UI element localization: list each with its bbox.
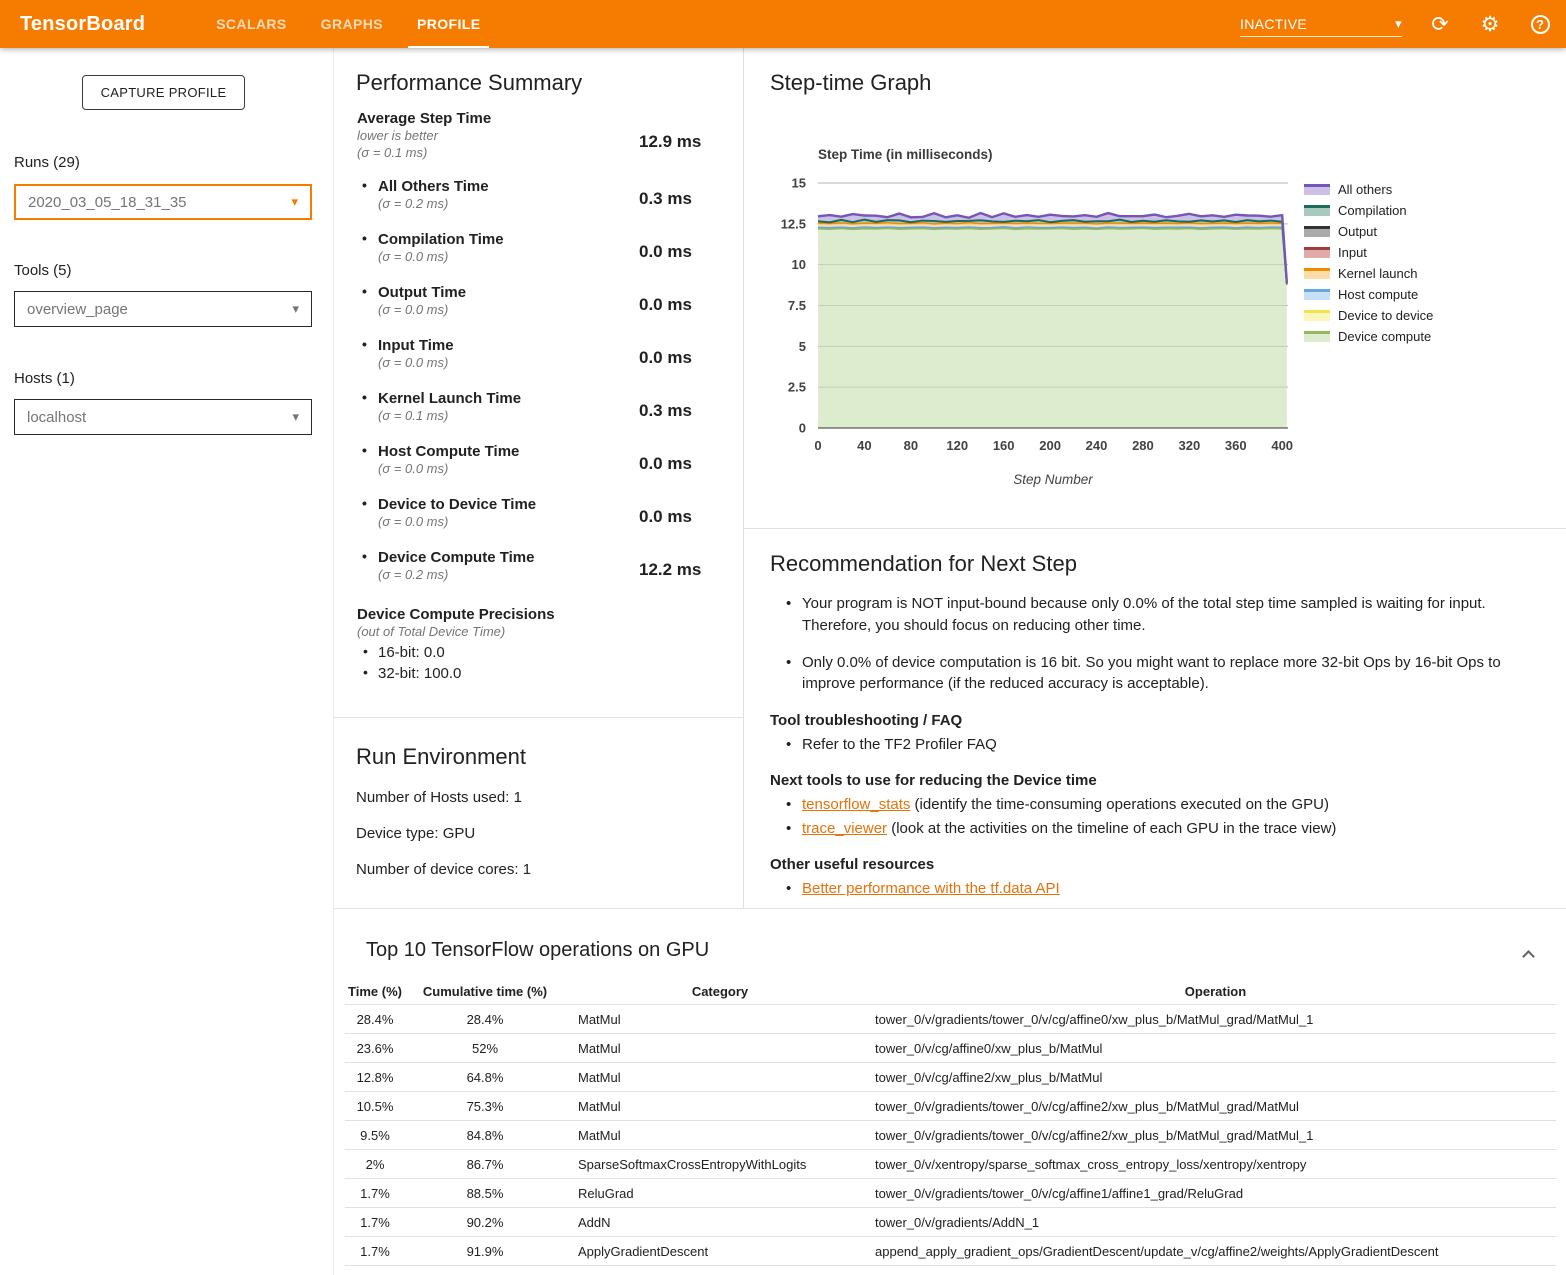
navbar-right — [1240, 11, 1552, 37]
perf-metric-row — [378, 549, 743, 602]
svg-text:15: 15 — [791, 175, 806, 191]
cell-category: MatMul — [578, 1011, 621, 1027]
perf-metric-sigma: (σ = 0.0 ms) — [378, 249, 449, 264]
cell-category: MatMul — [578, 1127, 621, 1143]
run-environment-line: Device type: GPU — [356, 825, 476, 842]
recommendation-group-heading: Tool troubleshooting / FAQ — [770, 712, 963, 729]
chevron-down-icon: ▾ — [292, 301, 299, 316]
sidebar-select-value: localhost — [27, 408, 87, 426]
resource-link[interactable]: Better performance with the tf.data API — [802, 880, 1060, 897]
cell-operation: append_apply_gradient_ops/GradientDescent/update_v/cg/affine2/weights/ApplyGradientDescent — [875, 1243, 1439, 1259]
tab-scalars[interactable]: SCALARS — [216, 16, 287, 32]
recommendation-group-item — [790, 878, 1536, 899]
recommendation-group-heading: Other useful resources — [770, 856, 935, 873]
perf-metric-value: 0.0 ms — [639, 454, 692, 473]
recommendation-bullet: • Your program is NOT input-bound because only 0.0% of the total step time sampled is waiting for input. Therefore, you should focus on reducing other time. — [790, 593, 1536, 637]
svg-text:40: 40 — [857, 438, 872, 453]
legend-label: All others — [1338, 182, 1393, 197]
legend-item — [1304, 326, 1433, 347]
cell-operation: tower_0/v/xentropy/sparse_softmax_cross_entropy_loss/xentropy/xentropy — [875, 1156, 1307, 1172]
precisions-note: (out of Total Device Time) — [357, 624, 506, 639]
col-header-cumulative: Cumulative time (%) — [422, 983, 548, 999]
perf-metric-value: 0.0 ms — [639, 348, 692, 367]
perf-metric-row — [378, 390, 743, 443]
chevron-down-icon: ▾ — [291, 194, 298, 209]
legend-label: Device to device — [1338, 308, 1434, 323]
sidebar-select-tools[interactable] — [14, 291, 312, 327]
cell-time: 9.5% — [360, 1127, 390, 1143]
sidebar-select-runs[interactable] — [14, 184, 312, 220]
perf-metric-row — [378, 443, 743, 496]
recommendation-group-item: • tensorflow_stats (identify the time-consuming operations executed on the GPU) — [790, 794, 1536, 815]
top-navbar — [0, 0, 1566, 48]
svg-text:360: 360 — [1224, 438, 1247, 453]
perf-metric-sigma: (σ = 0.1 ms) — [378, 408, 449, 423]
legend-swatch — [1304, 331, 1330, 342]
run-environment-card — [334, 718, 743, 878]
performance-summary-card — [334, 48, 743, 718]
perf-metric-label: • Host Compute Time — [378, 443, 743, 460]
perf-metric-sigma: (σ = 0.0 ms) — [378, 514, 449, 529]
device-compute-precisions — [357, 606, 743, 682]
recommendation-group-list — [790, 878, 1536, 899]
sidebar-select-value: 2020_03_05_18_31_35 — [28, 193, 187, 211]
table-row — [345, 1237, 1556, 1266]
perf-metric-row — [378, 284, 743, 337]
legend-label: Kernel launch — [1338, 266, 1418, 281]
resource-link[interactable]: trace_viewer — [802, 820, 888, 837]
perf-metric-value: 0.0 ms — [639, 242, 692, 261]
top-ops-title: Top 10 TensorFlow operations on GPU — [366, 939, 710, 961]
cell-category: MatMul — [578, 1040, 621, 1056]
perf-metric-row — [378, 178, 743, 231]
svg-text:7.5: 7.5 — [787, 298, 806, 313]
cell-time: 23.6% — [356, 1040, 394, 1056]
cell-time: 12.8% — [356, 1069, 394, 1085]
perf-metric-label: • Compilation Time — [378, 231, 743, 248]
table-row — [345, 1005, 1556, 1034]
cell-time: 2% — [365, 1156, 385, 1172]
perf-metric-value: 0.3 ms — [639, 189, 692, 208]
svg-text:10: 10 — [791, 257, 806, 273]
chevron-up-glyph — [1522, 950, 1535, 963]
precision-item: • 16-bit: 0.0 — [378, 644, 743, 661]
svg-text:240: 240 — [1085, 438, 1108, 453]
recommendation-bullet: • Only 0.0% of device computation is 16 bit. So you might want to replace more 32-bit Ops by 16-bit Ops to improve performance (if the reduced accuracy is acceptable). — [790, 652, 1536, 696]
table-row — [345, 1063, 1556, 1092]
cell-category: SparseSoftmaxCrossEntropyWithLogits — [578, 1156, 807, 1172]
table-row — [345, 1034, 1556, 1063]
cell-operation: tower_0/v/gradients/AddN_1 — [875, 1214, 1040, 1230]
legend-item — [1304, 179, 1433, 200]
recommendation-group — [770, 712, 1536, 755]
average-step-time-value: 12.9 ms — [639, 132, 702, 151]
performance-summary-title: Performance Summary — [356, 70, 583, 95]
average-step-time-label: Average Step Time — [357, 110, 492, 127]
recommendation-group-list — [790, 734, 1536, 755]
resource-link[interactable]: tensorflow_stats — [802, 796, 911, 813]
step-time-chart — [754, 143, 1299, 488]
legend-swatch — [1304, 226, 1330, 237]
perf-metric-sigma: (σ = 0.0 ms) — [378, 461, 449, 476]
svg-text:280: 280 — [1132, 438, 1154, 453]
precisions-title: Device Compute Precisions — [357, 606, 555, 623]
svg-text:120: 120 — [946, 438, 969, 453]
svg-text:Step Time (in milliseconds): Step Time (in milliseconds) — [818, 147, 993, 162]
run-environment-line: Number of Hosts used: 1 — [356, 789, 522, 806]
recommendation-group-item: • trace_viewer (look at the activities on the timeline of each GPU in the trace view) — [790, 818, 1536, 839]
cell-cumulative: 90.2% — [466, 1214, 504, 1230]
recommendation-group-list — [790, 794, 1536, 839]
legend-swatch — [1304, 205, 1330, 216]
help-icon[interactable] — [1528, 12, 1552, 36]
cell-category: AddN — [578, 1214, 611, 1230]
average-step-time-row — [357, 110, 743, 178]
nav-tabs — [199, 0, 497, 48]
chevron-down-icon: ▾ — [1395, 15, 1402, 31]
left-column — [334, 48, 744, 908]
svg-text:5: 5 — [798, 338, 806, 354]
recommendation-group-item: • Refer to the TF2 Profiler FAQ — [790, 734, 1536, 755]
cell-category: MatMul — [578, 1069, 621, 1085]
legend-item — [1304, 263, 1433, 284]
refresh-icon[interactable]: ⟳ — [1431, 12, 1449, 36]
chart-legend — [1304, 179, 1433, 347]
svg-text:0: 0 — [798, 420, 806, 436]
run-environment-title: Run Environment — [356, 744, 526, 769]
table-row — [345, 1092, 1556, 1121]
perf-metric-sigma: (σ = 0.0 ms) — [378, 355, 449, 370]
cell-cumulative: 28.4% — [466, 1011, 504, 1027]
sidebar-group-label: Tools (5) — [14, 262, 72, 279]
col-header-category: Category — [691, 983, 749, 999]
top-ops-card — [334, 908, 1566, 1275]
col-header-time: Time (%) — [348, 983, 402, 999]
legend-item — [1304, 242, 1433, 263]
sidebar-group-label: Runs (29) — [14, 154, 80, 171]
svg-text:Step Number: Step Number — [1013, 472, 1093, 487]
legend-label: Compilation — [1338, 203, 1407, 218]
recommendation-title: Recommendation for Next Step — [770, 551, 1077, 576]
cell-cumulative: 75.3% — [466, 1098, 504, 1114]
legend-swatch — [1304, 247, 1330, 258]
cell-time: 1.7% — [360, 1243, 390, 1259]
svg-text:160: 160 — [992, 438, 1015, 453]
cell-cumulative: 52% — [471, 1040, 499, 1056]
average-step-time-sigma: (σ = 0.1 ms) — [357, 145, 428, 160]
cell-time: 1.7% — [360, 1185, 390, 1201]
cell-time: 28.4% — [356, 1011, 394, 1027]
table-row — [345, 1121, 1556, 1150]
legend-swatch — [1304, 310, 1330, 321]
collapse-chevron-up-icon[interactable] — [1520, 949, 1536, 961]
legend-label: Host compute — [1338, 287, 1419, 302]
sidebar-group-label: Hosts (1) — [14, 370, 75, 387]
legend-label: Device compute — [1338, 329, 1432, 344]
cell-category: MatMul — [578, 1098, 621, 1114]
step-time-graph-title: Step-time Graph — [770, 70, 932, 95]
cell-operation: tower_0/v/cg/affine0/xw_plus_b/MatMul — [875, 1040, 1103, 1056]
table-row — [345, 1208, 1556, 1237]
legend-item — [1304, 284, 1433, 305]
svg-text:80: 80 — [903, 438, 919, 453]
perf-metric-sigma: (σ = 0.2 ms) — [378, 196, 449, 211]
right-column — [744, 48, 1566, 908]
perf-metric-row — [378, 496, 743, 549]
legend-item — [1304, 200, 1433, 221]
help-question-mark: ? — [1531, 15, 1550, 34]
perf-metric-label: • Kernel Launch Time — [378, 390, 743, 407]
tensorboard-logo: TensorBoard — [20, 12, 146, 35]
recommendation-card — [744, 529, 1566, 899]
sidebar — [0, 48, 334, 1275]
chevron-down-icon: ▾ — [292, 409, 299, 424]
sidebar-select-value: overview_page — [27, 300, 128, 318]
perf-metric-row — [378, 337, 743, 390]
perf-metric-label: • Input Time — [378, 337, 743, 354]
cell-cumulative: 86.7% — [466, 1156, 504, 1172]
legend-swatch — [1304, 289, 1330, 300]
precision-item: • 32-bit: 100.0 — [378, 665, 743, 682]
perf-metric-value: 12.2 ms — [639, 560, 702, 579]
cell-cumulative: 91.9% — [466, 1243, 504, 1259]
cell-category: ReluGrad — [578, 1185, 634, 1201]
svg-text:200: 200 — [1039, 438, 1061, 453]
svg-text:400: 400 — [1271, 438, 1294, 453]
legend-swatch — [1304, 268, 1330, 279]
top-ops-table — [345, 978, 1556, 1266]
performance-summary-body — [334, 110, 743, 682]
perf-metric-row — [378, 231, 743, 284]
perf-metric-value: 0.3 ms — [639, 401, 692, 420]
cell-cumulative: 88.5% — [466, 1185, 504, 1201]
perf-metric-label: • All Others Time — [378, 178, 743, 195]
legend-item — [1304, 221, 1433, 242]
recommendation-bullets — [790, 593, 1536, 695]
svg-text:12.5: 12.5 — [780, 216, 806, 232]
table-row — [345, 1150, 1556, 1179]
cell-time: 1.7% — [360, 1214, 390, 1230]
recommendation-group-heading: Next tools to use for reducing the Device time — [770, 772, 1097, 789]
svg-text:0: 0 — [814, 438, 822, 453]
perf-metric-value: 0.0 ms — [639, 295, 692, 314]
recommendation-group — [770, 772, 1536, 839]
cell-operation: tower_0/v/cg/affine2/xw_plus_b/MatMul — [875, 1069, 1103, 1085]
top-ops-header-row — [345, 978, 1556, 1005]
perf-metric-label: • Device to Device Time — [378, 496, 743, 513]
cell-operation: tower_0/v/gradients/tower_0/v/cg/affine2/xw_plus_b/MatMul_grad/MatMul_1 — [875, 1127, 1314, 1143]
perf-metric-value: 0.0 ms — [639, 507, 692, 526]
cell-operation: tower_0/v/gradients/tower_0/v/cg/affine1/affine1_grad/ReluGrad — [875, 1185, 1244, 1201]
cell-cumulative: 64.8% — [466, 1069, 504, 1085]
tab-graphs[interactable]: GRAPHS — [320, 16, 383, 32]
table-row — [345, 1179, 1556, 1208]
legend-label: Output — [1338, 224, 1378, 239]
col-header-operation: Operation — [1184, 983, 1247, 999]
cell-category: ApplyGradientDescent — [578, 1243, 709, 1259]
step-time-graph-card — [744, 48, 1566, 529]
run-environment-line: Number of device cores: 1 — [356, 861, 532, 878]
legend-item — [1304, 305, 1433, 326]
perf-metric-label: • Device Compute Time — [378, 549, 743, 566]
status-dropdown-value: INACTIVE — [1240, 15, 1307, 32]
svg-text:2.5: 2.5 — [787, 379, 806, 395]
cell-operation: tower_0/v/gradients/tower_0/v/cg/affine2/xw_plus_b/MatMul_grad/MatMul — [875, 1098, 1299, 1114]
cell-cumulative: 84.8% — [466, 1127, 504, 1143]
perf-metric-label: • Output Time — [378, 284, 743, 301]
recommendation-group — [770, 856, 1536, 899]
tab-profile[interactable]: PROFILE — [400, 0, 497, 48]
svg-text:320: 320 — [1178, 438, 1201, 453]
capture-profile-button[interactable]: CAPTURE PROFILE — [82, 75, 245, 110]
cell-operation: tower_0/v/gradients/tower_0/v/cg/affine0/xw_plus_b/MatMul_grad/MatMul_1 — [875, 1011, 1314, 1027]
status-dropdown[interactable] — [1240, 11, 1402, 37]
average-step-time-note: lower is better — [357, 128, 438, 143]
perf-metric-sigma: (σ = 0.0 ms) — [378, 302, 449, 317]
legend-label: Input — [1338, 245, 1367, 260]
perf-metric-sigma: (σ = 0.2 ms) — [378, 567, 449, 582]
cell-time: 10.5% — [356, 1098, 394, 1114]
legend-swatch — [1304, 184, 1330, 195]
gear-icon[interactable]: ⚙ — [1480, 12, 1500, 36]
sidebar-select-hosts[interactable] — [14, 399, 312, 435]
